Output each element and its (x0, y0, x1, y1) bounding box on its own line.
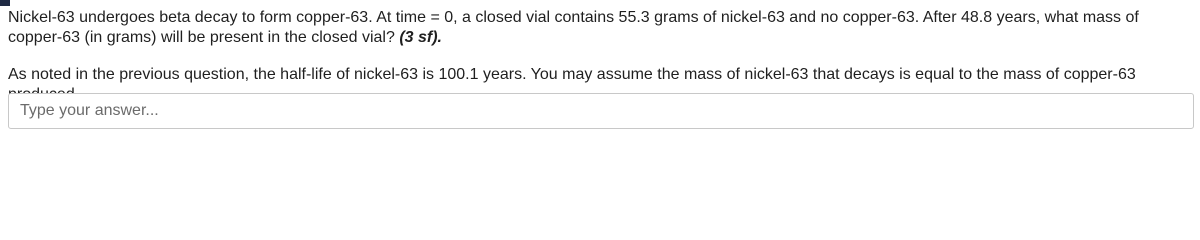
question-prompt (8, 8, 1196, 48)
sig-figs-hint: (3 sf). (399, 29, 442, 46)
answer-input[interactable] (9, 94, 1193, 128)
question-marker (0, 0, 10, 6)
answer-field-container[interactable] (8, 93, 1194, 129)
question-note: As noted in the previous question, the half-life of nickel-63 is 100.1 years. You may assume the mass of nickel-63 that decays is equal to the mass of copper-63 (8, 66, 1136, 83)
question-text: Nickel-63 undergoes beta decay to form copper-63. At time = 0, a closed vial contains 55.3 grams of nickel-63 and no copper-63. After 48.8 years, what mass of copper-63 (in grams) will be present in the closed vial? (8, 9, 1139, 46)
